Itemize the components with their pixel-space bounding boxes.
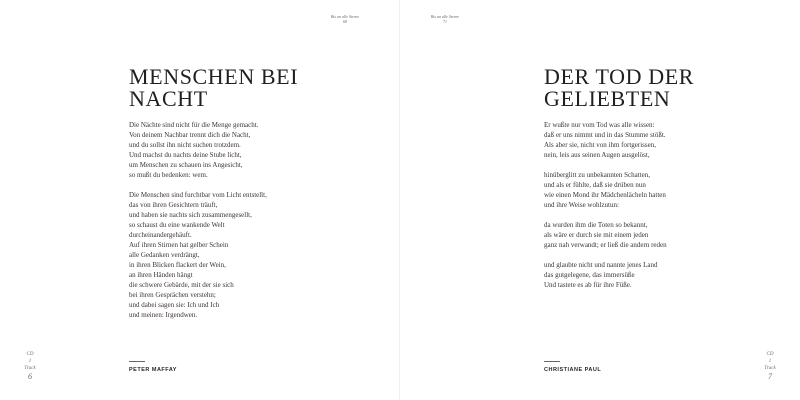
verse-line: Und machst du nachts deine Stube licht, [129,151,242,159]
verse-line: und glaubte nicht und nannte jenes Land [544,261,658,269]
verse-line: wie einen Mond ihr Mädchenlächeln hatten [544,191,666,199]
poem-title-line: MENSCHEN BEI [129,64,299,89]
verse-line: und haben sie nachts sich zusammengesellt, [129,211,252,219]
verse-line: daß er uns nimmt und in das Stumme stößt. [544,131,666,139]
verse-line: das gutgelegene, das immersüße [544,271,635,279]
cd-label: CD [26,352,34,357]
track-label: Track [764,366,776,371]
running-head [310,14,380,24]
running-head-page-number: 68 [343,19,347,24]
verse-line: Die Nächte sind nicht für die Menge gemacht. [129,121,259,129]
stanza [544,260,754,290]
verse-line: Er wußte nur vom Tod was alle wissen: [544,121,655,129]
credit-divider [129,361,145,362]
verse-line: durcheinandergehäuft. [129,231,192,239]
poem-title-line: NACHT [129,86,208,111]
credit-divider [544,361,560,362]
stanza [129,190,329,320]
cd-label: CD [766,352,774,357]
stanza [129,120,329,180]
stanza [544,170,754,210]
verse-line: an ihren Händen hängt [129,271,193,279]
right-page [400,0,800,400]
verse-line: um Menschen zu schauen ins Angesicht, [129,161,243,169]
verse-line: als wäre er durch sie mit einem jeden [544,231,649,239]
poem-text [544,120,754,300]
verse-line: so mußt du bedenken: wem. [129,171,208,179]
verse-line: das von ihren Gesichtern träuft, [129,201,218,209]
track-number: 6 [28,372,32,381]
running-head-title: Bis an alle Sterne [330,14,360,19]
reader-credit: CHRISTIANE PAUL [544,367,602,373]
verse-line: Von deinem Nachbar trennt dich die Nacht, [129,131,251,139]
poem-title-line: GELIEBTEN [544,86,671,111]
verse-line: und ihre Weise wohlzutun: [544,201,619,209]
verse-line: bei ihren Gesprächen verstehn; [129,291,216,299]
track-marker [17,351,43,381]
poem-title [544,66,764,110]
reader-credit: PETER MAFFAY [129,367,177,373]
verse-line: nein, leis aus seinen Augen ausgelöst, [544,151,650,159]
verse-line: und du sollst ihn nicht suchen trotzdem. [129,141,241,149]
verse-line: da wurden ihm die Toten so bekannt, [544,221,648,229]
stanza [544,120,754,160]
running-head-page-number: 71 [443,19,447,24]
verse-line: so schaust du eine wankende Welt [129,221,225,229]
poem-text [129,120,329,330]
poem-title [129,66,349,110]
poem-title-line: DER TOD DER [544,64,695,89]
verse-line: in ihren Blicken flackert der Wein, [129,261,226,269]
verse-line: Als aber sie, nicht von ihm fortgerissen, [544,141,656,149]
verse-line: Die Menschen sind furchtbar vom Licht entstellt, [129,191,267,199]
cd-number: 1 [28,359,32,364]
verse-line: Und tastete es ab für ihre Füße. [544,281,632,289]
verse-line: und meinen: Irgendwen. [129,311,198,319]
verse-line: und dabei sagen sie: Ich und Ich [129,301,220,309]
track-marker [757,351,783,381]
verse-line: hinüberglitt zu unbekannten Schatten, [544,171,651,179]
verse-line: und als er fühlte, daß sie drüben nun [544,181,646,189]
track-number: 7 [768,372,772,381]
verse-line: ganz nah verwandt; er ließ die andern reden [544,241,667,249]
verse-line: die schwere Gebärde, mit der sie sich [129,281,234,289]
verse-line: Auf ihren Stirnen hat gelber Schein [129,241,229,249]
track-label: Track [24,366,36,371]
running-head [410,14,480,24]
stanza [544,220,754,250]
cd-number: 1 [768,359,772,364]
running-head-title: Bis an alle Sterne [430,14,460,19]
verse-line: alle Gedanken verdrängt, [129,251,200,259]
